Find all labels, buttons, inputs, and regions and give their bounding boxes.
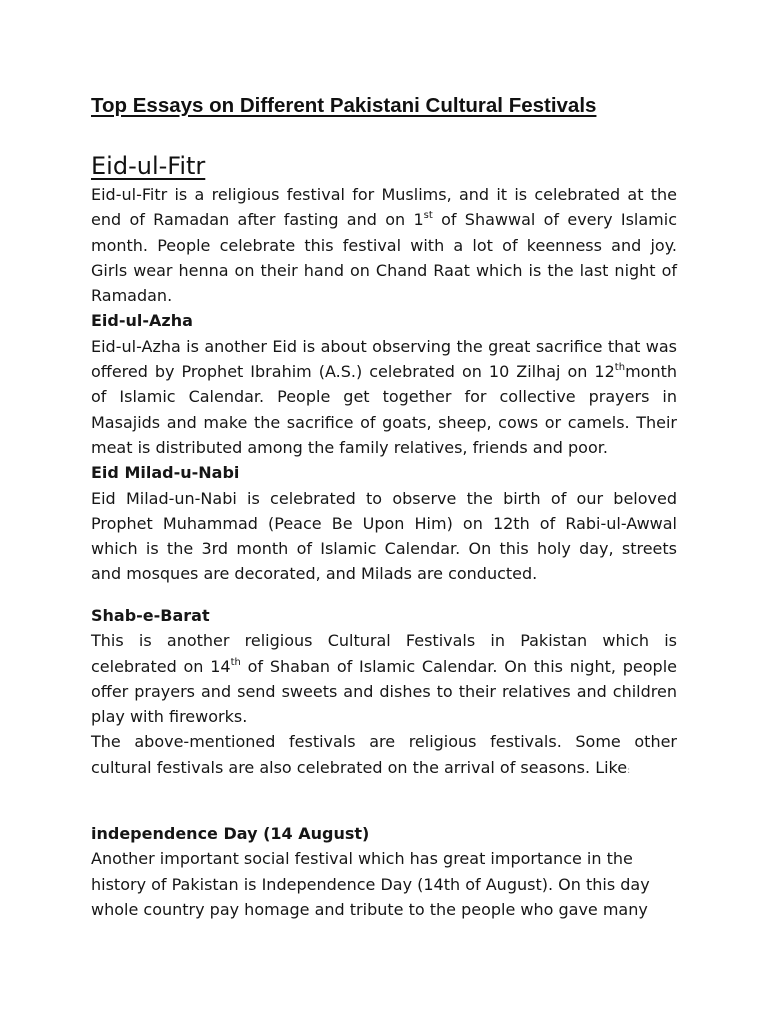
text-line: whole country pay homage and tribute to the people who gave many bbox=[91, 899, 648, 919]
text-line: of Islamic Calendar. People get together for collective prayers in bbox=[91, 387, 677, 407]
text-line: Eid Milad-un-Nabi is celebrated to observe the birth of our beloved bbox=[91, 488, 677, 508]
text-run: month bbox=[625, 362, 677, 382]
text-run: end of Ramadan after fasting and on 1 bbox=[91, 210, 424, 230]
independence-day-heading: independence Day (14 August) bbox=[91, 824, 370, 843]
text-line: month. People celebrate this festival with a lot of keenness and joy. bbox=[91, 235, 677, 255]
text-run: offered by Prophet Ibrahim (A.S.) celebrated on 10 Zilhaj on 12 bbox=[91, 362, 615, 382]
ordinal-suffix: st bbox=[423, 210, 433, 222]
text-run: cultural festivals are also celebrated on the arrival of seasons. Like bbox=[91, 757, 628, 777]
text-line: history of Pakistan is Independence Day (14th of August). On this day bbox=[91, 874, 650, 894]
text-run: celebrated on 14 bbox=[91, 656, 231, 676]
text-line bbox=[91, 755, 677, 784]
text-line: Prophet Muhammad (Peace Be Upon Him) on 12th of Rabi-ul-Awwal bbox=[91, 513, 677, 533]
shab-e-barat-heading: Shab-e-Barat bbox=[91, 606, 210, 625]
ordinal-suffix: th bbox=[230, 656, 241, 668]
text-line bbox=[91, 654, 677, 679]
document-title: Top Essays on Different Pakistani Cultural Festivals bbox=[91, 94, 597, 117]
text-line: Girls wear henna on their hand on Chand Raat which is the last night of bbox=[91, 260, 677, 280]
text-line: This is another religious Cultural Festivals in Pakistan which is bbox=[91, 631, 677, 651]
text-line: Another important social festival which has great importance in the bbox=[91, 849, 633, 869]
text-line bbox=[91, 207, 677, 232]
text-line: Masajids and make the sacrifice of goats, sheep, cows or camels. Their bbox=[91, 412, 677, 432]
eid-ul-fitr-heading: Eid-ul-Fitr bbox=[91, 152, 206, 180]
text-line: meat is distributed among the family relatives, friends and poor. bbox=[91, 437, 608, 457]
ordinal-suffix: th bbox=[614, 362, 626, 374]
text-line: Eid-ul-Azha is another Eid is about observing the great sacrifice that was bbox=[91, 336, 677, 356]
eid-milad-u-nabi-heading: Eid Milad-u-Nabi bbox=[91, 463, 240, 483]
shab-e-barat-paragraph bbox=[91, 603, 677, 784]
text-line: play with fireworks. bbox=[91, 707, 248, 727]
text-line: offer prayers and send sweets and dishes to their relatives and children bbox=[91, 681, 677, 701]
text-run: of Shawwal of every Islamic bbox=[432, 210, 677, 230]
text-line: which is the 3rd month of Islamic Calendar. On this holy day, streets bbox=[91, 539, 677, 559]
text-run: of Shaban of Islamic Calendar. On this night, people bbox=[240, 656, 678, 676]
independence-day-paragraph bbox=[91, 821, 677, 922]
text-line: Eid-ul-Fitr is a religious festival for Muslims, and it is celebrated at the bbox=[91, 185, 677, 204]
text-line: The above-mentioned festivals are religious festivals. Some other bbox=[91, 732, 677, 752]
text-line: Ramadan. bbox=[91, 286, 173, 306]
text-line: and mosques are decorated, and Milads are conducted. bbox=[91, 564, 538, 584]
eid-ul-azha-heading: Eid-ul-Azha bbox=[91, 311, 193, 331]
text-run: : bbox=[627, 765, 631, 776]
eid-ul-fitr-paragraph bbox=[91, 182, 677, 587]
text-line bbox=[91, 359, 677, 384]
